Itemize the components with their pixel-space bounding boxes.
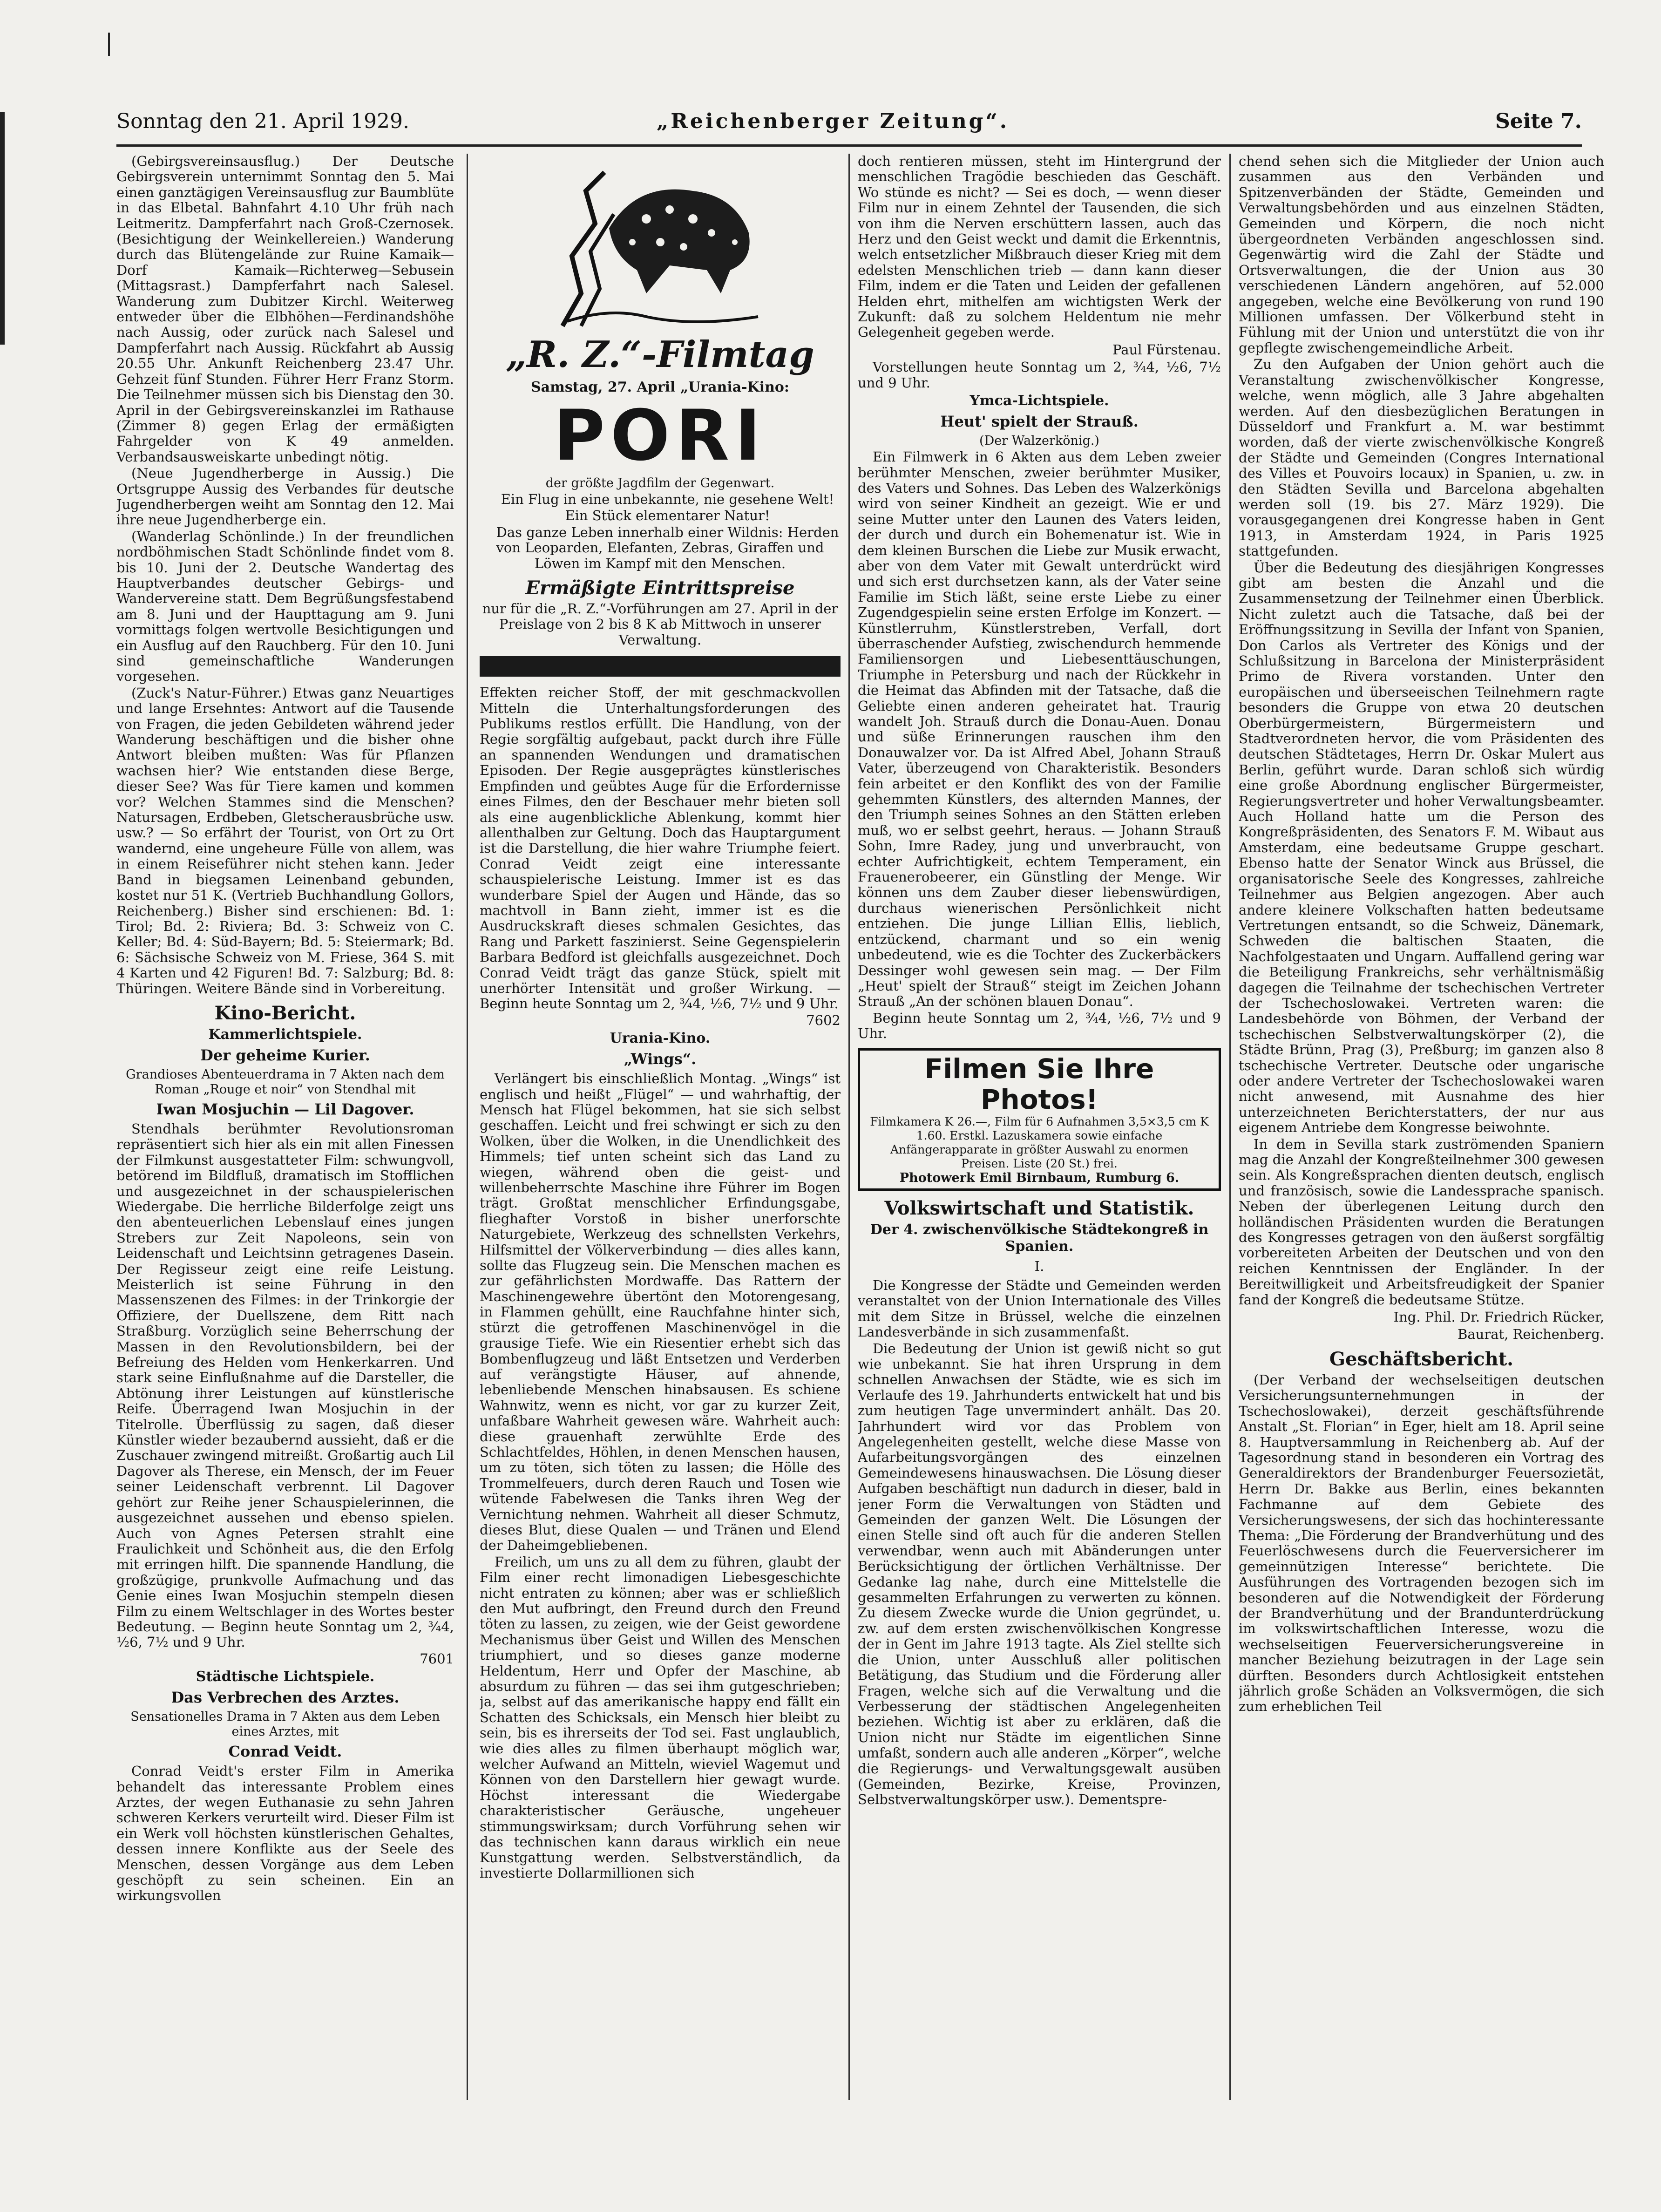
congress-para-2: Die Bedeutung der Union ist gewiß nicht so gut wie unbekannt. Sie hat ihren Ursprung in dem schnellen Anwachsen der Städte, wie es sich im Verlaufe des 19. Jahrhunderts entwickelt hat und bis zum heutigen Tage unvermindert anhält. Das 20. Jahrhundert wird vor das Problem von Angelegenheiten gestellt, welche diese Masse von Aufarbeitungsvorgängen des einzelnen Gemeindewesens hinauswachsen. Die Lösung dieser Aufgaben beschäftigt nun dadurch in dieser, bald in jener Form die Verwaltungen von Städten und Gemeinden der ganzen Welt. Die Lösungen der einen Stelle sind oft auch für die anderen Stellen verwendbar, wenn auch mit Abänderungen unter Berücksichtigung der örtlichen Verhältnisse. Der Gedanke lag nahe, durch eine Mittelstelle die gesammelten Erfahrungen zu verwerten zu können. Zu diesem Zwecke wurde die Union gegründet, u. zw. auf dem ersten zwischenvölkischen Kongresse der in Gent im Jahre 1913 tagte. Als Ziel stellte sich die Union, unter Ausschluß aller politischen Betätigung, das Studium und die Förderung aller Fragen, welche sich auf die Verwaltung und die Verbesserung der städtischen Angelegenheiten beziehen. Wichtig ist aber zu erklären, daß die Union nicht nur Städte im eigentlichen Sinne umfaßt, sondern auch alle anderen „Körper“, welche die Regierungs- und Verwaltungsgewalt ausüben (Gemeinden, Bezirke, Kreise, Provinzen, Selbstverwaltungskörper usw.). Dementspre- bbox=[858, 1340, 1221, 1808]
section-heading-business-report: Geschäftsbericht. bbox=[1329, 1348, 1514, 1370]
column-4 bbox=[1239, 154, 1604, 2100]
film-advertisement bbox=[480, 154, 841, 648]
cinema-name-ymca: Ymca-Lichtspiele. bbox=[969, 393, 1109, 409]
showtimes-strauss: Beginn heute Sonntag um 2, ¾4, ½6, 7½ und 9 Uhr. bbox=[858, 1010, 1221, 1042]
film-subtitle-strauss: (Der Walzerkönig.) bbox=[979, 434, 1099, 448]
film-title-wings: „Wings“. bbox=[624, 1050, 697, 1068]
congress-para-continued: chend sehen sich die Mitglieder der Union auch zusammen aus den Verbänden und Spitzenverbänden der Städte, Gemeinden und Verwaltungsbehörden und aus einzelnen Städten, Gemeinden und Körpern, die noch nicht übergeordneten Verbänden angeschlossen sind. Gegenwärtig wird die Zahl der Städte und Ortsverwaltungen, die der Union aus 30 verschiedenen Ländern angehören, auf 52.000 angegeben, welche eine Bevölkerung von rund 190 Millionen umfassen. Der Völkerbund steht in Fühlung mit der Union und unterstützt die von ihr gepflegte zwischengemeindliche Arbeit. bbox=[1239, 154, 1604, 356]
review-wings: Verlängert bis einschließlich Montag. „Wings“ ist englisch und heißt „Flügel“ — und wahrhaftig, der Mensch hat Flügel bekommen, hat sie sich selbst geschaffen. Leicht und frei schwingt er sich zu den Wolken, über die Wolken, in die Unendlichkeit des Himmels; tief unten scheint sich das Land zu wiegen, während oben die geist- und willenbeherrschte Maschine ihre Führer im Bogen trägt. Großtat menschlicher Erfindungsgabe, flieghafter Vorstoß in bisher unerforschte Naturgebiete, Werkzeug des schnellsten Verkehrs, Hilfsmittel der Völkerverbindung — dies alles kann, sollte das Flugzeug sein. Die Menschen machen es zur gefährlichsten Mordwaffe. Das Rattern der Maschinengewehre übertönt den Motorengesang, in Flammen gehüllt, eine Rauchfahne hinter sich, stürzt die getroffenen Maschinenvögel in die grausige Tiefe. Wie ein Riesentier erhebt sich das Bombenflugzeug und läßt Entsetzen und Verderben auf verängstigte Häuser, auf ahnende, lebenliebende Menschen hinabsausen. Es schiene Wahnwitz, wenn es nicht, vor gar zu kurzer Zeit, unfaßbare Wahrheit gewesen wäre. Wahrheit auch: diese grauenhaft zerwühlte Erde des Schlachtfeldes, Höhlen, in denen Menschen hausen, um zu töten, sich töten zu lassen; die Hölle des Trommelfeuers, durch deren Rauch und Tosen wie wütende Fabelwesen die Tanks ihren Weg der Vernichtung nehmen. Wahrheit all dieser Schmutz, dieses Blut, diese Qualen — und Tränen und Elend der Daheimgebliebenen. bbox=[480, 1071, 841, 1554]
binding-edge bbox=[0, 112, 5, 345]
section-heading-economy: Volkswirtschaft und Statistik. bbox=[884, 1197, 1194, 1219]
review-arzt: Conrad Veidt's erster Film in Amerika behandelt das interessante Problem eines Arztes, der wegen Euthanasie zu sehn Jahren schweren Kerkers verurteilt wird. Dieser Film ist ein Werk voll höchsten künstlerischen Gehaltes, dessen innere Konflikte aus der Seele des Menschen, dessen Vorgänge aus dem Leben geschöpft zu sein scheinen. Ein an wirkungsvollen bbox=[116, 1763, 454, 1904]
leopard-illustration bbox=[553, 154, 767, 331]
review-number: 7601 bbox=[420, 1650, 454, 1667]
business-report-text: (Der Verband der wechselseitigen deutschen Versicherungsunternehmungen in der Tschechoslowakei), derzeit geschäftsführende Anstalt „St. Florian“ in Eger, hielt am 18. April seine 8. Hauptversammlung in Reichenberg ab. Auf der Tagesordnung stand in besonderen ein Vortrag des Generaldirektors der Brandenburger Feuersozietät, Herrn Dr. Bakke aus Berlin, eines bekannten Fachmanne auf dem Gebiete des Versicherungswesens, der sich das hochinteressante Thema: „Die Förderung der Brandverhütung und des Feuerlöschwesens durch die Feuerversicherer im gemeinnützigen Interesse“ berichtete. Die Ausführungen des Vortragenden bezogen sich im besonderen auf die Notwendigkeit der Förderung der Brandverhütung und der Brandunterdrückung im volkswirtschaftlichen Interesse, wozu die wechselseitigen Feuerversicherungsvereine in mancher Beziehung beizutragen in der Lage sein dürften. Besonders durch Achtlosigkeit entstehen jährlich große Schäden an Volksvermögen, die sich zum erheblichen Teil bbox=[1239, 1371, 1604, 1715]
film-line-3: Das ganze Leben innerhalb einer Wildnis: Herden von Leoparden, Elefanten, Zebras, Giraffen und Löwen im Kampf mit den Menschen. bbox=[496, 524, 839, 571]
author-signature: Paul Fürstenau. bbox=[1112, 341, 1221, 358]
section-numeral: I. bbox=[1034, 1258, 1044, 1274]
article-naturfuehrer: (Zuck's Natur-Führer.) Etwas ganz Neuartiges und lange Ersehntes: Antwort auf die Tausende von Fragen, die jeden Gebildeten während jeder Wanderung beschäftigen und die bisher ohne Antwort bleiben mußten: Was für Pflanzen wachsen hier? Wie entstanden diese Berge, dieser See? Was für Tiere kamen und kommen vor? Welchen Stammes sind die Menschen? Natursagen, Erdbeben, Gletscherausbrüche usw. usw.? — So erfährt der Tourist, von Ort zu Ort wandernd, eine ungeheure Fülle von allem, was in einem Reiseführer nicht stehen kann. Jeder Band in biegsamen Leinenband gebunden, kostet nur 51 K. (Vertrieb Buchhandlung Gollors, Reichenberg.) Bisher sind erschienen: Bd. 1: Tirol; Bd. 2: Riviera; Bd. 3: Schweiz von C. Keller; Bd. 4: Süd-Bayern; Bd. 5: Steiermark; Bd. 6: Sächsische Schweiz von M. Friese, 364 S. mit 4 Karten und 42 Figuren! Bd. 7: Salzburg; Bd. 8: Thüringen. Weitere Bände sind in Vorbereitung. bbox=[116, 685, 454, 997]
reduced-prices-text: nur für die „R. Z.“-Vorführungen am 27. April in der Preislage von 2 bis 8 K ab Mittwoch in unserer Verwaltung. bbox=[482, 601, 838, 648]
film-name-pori: PORI bbox=[554, 395, 766, 476]
film-day-title: „R. Z.“-Filmtag bbox=[506, 333, 814, 376]
author-title: Baurat, Reichenberg. bbox=[1458, 1326, 1604, 1343]
film-subtitle-arzt: Sensationelles Drama in 7 Akten aus dem Leben eines Arztes, mit bbox=[130, 1710, 440, 1739]
film-line-1: Ein Flug in eine unbekannte, nie gesehene Welt! bbox=[501, 491, 834, 507]
congress-para-5: In dem in Sevilla stark zuströmenden Spaniern mag die Anzahl der Kongreßteilnehmer 300 gewesen sein. Als Kongreßsprachen dienten deutsch, englisch und französisch, sowie die Landessprache spanisch. Neben der überlegenen Leitung durch den holländischen Präsidenten wurden die Beratungen des Kongresses getragen von den äußerst sorgfältig vorbereiteten Arbeiten der Deutschen und von den reichen Kenntnissen der Engländer. In der Bereitwilligkeit und Arbeitsfreudigkeit der Spanier fand der Kongreß die bedeutsame Stütze. bbox=[1239, 1136, 1604, 1308]
congress-para-3: Zu den Aufgaben der Union gehört auch die Veranstaltung zwischenvölkischer Kongresse, welche, wenn möglich, alle 3 Jahre abgehalten werden. Auf den diesbezüglichen Beratungen in Düsseldorf und Frankfurt a. M. war bestimmt worden, daß der vierte zwischenvölkische Kongreß der Städte und Gemeinden (Congres International des Villes et Pouvoirs locaux) in Spanien, u. zw. in den Städten Sevilla und Barcelona abgehalten werden soll (19. bis 27. März 1929). Die vorausgegangenen drei Kongresse haben in Gent 1913, in Amsterdam 1924, in Paris 1925 stattgefunden. bbox=[1239, 356, 1604, 559]
author-signature: Ing. Phil. Dr. Friedrich Rücker, bbox=[1393, 1309, 1604, 1325]
congress-para-4: Über die Bedeutung des diesjährigen Kongresses gibt am besten die Anzahl und die Zusammensetzung der Teilnehmer einen Überblick. Nicht zuletzt auch die Tatsache, daß bei der Eröffnungssitzung in Sevilla der Infant von Spanien, Don Carlos als Vertreter des Königs und der Schlußsitzung in Barcelona der Ministerpräsident Primo de Rivera vorstanden. Unter den europäischen und überseeischen Teilnehmern ragte besonders die Gruppe von etwa 20 deutschen Oberbürgermeistern, Bürgermeistern und Stadtverordneten hervor, die vom Präsidenten des deutschen Städtetages, Herrn Dr. Oskar Mulert aus Berlin, geführt wurde. Daran schloß sich würdig eine große Abordnung englischer Bürgermeister, Regierungsvertreter und hoher Verwaltungsbeamter. Auch Holland hatte um die Person des Kongreßpräsidenten, des Senators F. M. Wibaut aus Amsterdam, eine bedeutsame Gruppe geschart. Ebenso hatte der Senator Winck aus Brüssel, die organisatorische Seele des Kongresses, zahlreiche Teilnehmer aus Belgien angezogen. Aber auch andere kleinere Volkschaften hatten bedeutsame Vertretungen entsandt, so die Schweiz, Dänemark, Schweden die baltischen Staaten, die Nachfolgestaaten und Ungarn. Auffallend gering war die Beteiligung Frankreichs, sehr verhältnismäßig dagegen die Teilnahme der tschechischen Vertreter der Tschechoslowakei. Vertreten waren: die Landesbehörde von Böhmen, der Verband der tschechischen Selbstverwaltungskörper (2), die Städte Brünn, Prag (3), Preßburg; im ganzen also 8 tschechische Vertreter. Deutsche oder ungarische oder andere Vertreter der Tschechoslowakei waren nicht anwesend, mit Ausnahme des hier unterzeichneten Berichterstatters, der nur aus eigenem Antriebe dem Kongresse beiwohnte. bbox=[1239, 559, 1604, 1136]
photo-ad-firm: Photowerk Emil Birnbaum, Rumburg 6. bbox=[899, 1170, 1180, 1185]
review-strauss: Ein Filmwerk in 6 Akten aus dem Leben zweier berühmter Menschen, zweier berühmter Musiker, des Vaters und Sohnes. Das Leben des Walzerkönigs wird von seiner Kindheit an gezeigt. Wie er und seine Mutter unter den Launen des Vaters leiden, der durch und durch ein Bohemenatur ist. Wie in dem kleinen Burschen die Liebe zur Musik erwacht, aber von dem Vater mit Gewalt unterdrückt wird und sich erst durchsetzen kann, als der Vater seine Familie im Stich läßt, seine erste Liebe zu einer Zugendgespielin seine ersten Erfolge im Konzert. — Künstlerruhm, Künstlerstreben, Verfall, dort überraschender Aufstieg, zwischendurch hemmende Familiensorgen und Liebesenttäuschungen, Triumphe in Petersburg und nach der Rückkehr in die Heimat das Abfinden mit der Tatsache, daß die Geliebte einen anderen geheiratet hat. Traurig wandelt Joh. Strauß durch die Donau-Auen. Donau und süße Erinnerungen rauschen ihm den Donauwalzer vor. Da ist Alfred Abel, Johann Strauß Vater, überzeugend von Charakteristik. Besonders fein arbeitet er den Konflikt des von der Familie gehemmten Künstlers, des alternden Mannes, der den Triumph seines Sohnes an den Stätten erleben muß, wo er selbst geehrt, heraus. — Johann Strauß Sohn, Imre Radey, jung und unverbraucht, von echter Aufrichtigkeit, echtem Temperament, ein Frauenerobeerer, ein Günstling der Menge. Wir können uns dem Zauber dieser liebenswürdigen, durchaus wienerischen Persönlichkeit nicht entziehen. Die junge Lillian Ellis, lieblich, entzückend, charmant und so ein wenig unbedeutend, wie es die Tochter des Zuckerbäckers Dessinger wohl gewesen sein mag. — Der Film „Heut' spielt der Strauß“ steigt im Zeichen Johann Strauß „An der schönen blauen Donau“. bbox=[858, 449, 1221, 1010]
film-description: der größte Jagdfilm der Gegenwart. bbox=[545, 476, 775, 490]
photo-ad-details: Filmkamera K 26.—, Film für 6 Aufnahmen 3,5×3,5 cm K 1.60. Erstkl. Lazuskamera sowie einfache Anfängerapparate in größter Auswahl zu enormen Preisen. Liste (20 St.) frei. bbox=[870, 1114, 1209, 1170]
review-wings-continued: doch rentieren müssen, steht im Hintergrund der menschlichen Tragödie beschieden das Geschäft. Wo stünde es nicht? — Sei es doch, — wenn dieser Film nur in einem Zehntel der Tausenden, die sich von ihm die Nerven erschüttern lassen, auch das Herz und den Geist weckt und damit die Erkenntnis, welch entsetzlicher Mißbrauch dieser Krieg mit dem edelsten Menschlichen trieb — dann kann dieser Film, indem er die Taten und Leiden der gefallenen Helden ehrt, mithelfen am wichtigsten Werk der Zukunft: daß zu solchem Heldentum nie mehr Gelegenheit gegeben werde. bbox=[858, 154, 1221, 340]
review-number: 7602 bbox=[806, 1012, 841, 1028]
header-paper-name: „Reichenberger Zeitung“. bbox=[657, 109, 1010, 133]
review-arzt-continued: Effekten reicher Stoff, der mit geschmackvollen Mitteln die Unterhaltungsforderungen des Publikums restlos erfüllt. Die Handlung, von der Regie sorgfältig aufgebaut, packt durch ihre Fülle an spannenden Wendungen und dramatischen Episoden. Der Regie ausgeprägtes künstlerisches Empfinden und geübtes Auge für die Erfordernisse eines Filmes, den der Beschauer mehr bieten soll als eine augenblickliche Ablenkung, kommt hier allenthalben zur Geltung. Doch das Hauptargument ist die Darstellung, die hier wahre Triumphe feiert. Conrad Veidt zeigt eine interessante schauspielerische Leistung. Immer ist es das wunderbare Spiel der Augen und Hände, das so machtvoll in Bann zieht, immer ist es die Ausdruckskraft dieses schmalen Gesichtes, das Rang und Parkett faszinierst. Seine Gegenspielerin Barbara Bedford ist gleichfalls ausgezeichnet. Doch Conrad Veidt trägt das ganze Stück, spielt mit unerhörter Intensität und großer Wirkung. — Beginn heute Sonntag um 2, ¾4, ½6, 7½ und 9 Uhr. bbox=[480, 685, 841, 1012]
film-stars-kurier: Iwan Mosjuchin — Lil Dagover. bbox=[156, 1100, 414, 1118]
column-2 bbox=[480, 154, 841, 2100]
margin-mark bbox=[108, 33, 110, 56]
column-1 bbox=[116, 154, 454, 2100]
article-wandertag: (Wanderlag Schönlinde.) In der freundlichen nordböhmischen Stadt Schönlinde findet vom 8. bis 10. Juni der 2. Deutsche Wandertag des Hauptverbandes deutscher Gebirgs- und Wandervereine statt. Dem Begrüßungsfestabend am 8. Juni und der Haupttagung am 9. Juni vormittags folgen wertvolle Besichtigungen und ein Ausflug auf den Rauchberg. Für den 10. Juni sind gemeinschaftliche Wanderungen vorgesehen. bbox=[116, 528, 454, 685]
page-header bbox=[116, 105, 1582, 137]
photo-ad-headline: Filmen Sie Ihre Photos! bbox=[924, 1052, 1154, 1115]
cinema-name-staedtisch: Städtische Lichtspiele. bbox=[196, 1669, 375, 1685]
film-line-2: Ein Stück elementarer Natur! bbox=[565, 508, 770, 524]
article-title-congress: Der 4. zwischenvölkische Städtekongreß in Spanien. bbox=[870, 1221, 1209, 1255]
review-kurier: Stendhals berühmter Revolutionsroman repräsentiert sich hier als ein mit allen Finessen der Filmkunst ausgestatteter Film: schwungvoll, betörend im Bildfluß, dramatisch im Stofflichen und ausgezeichnet in der schauspielerischen Wiedergabe. Die herrliche Bilderfolge zeigt uns den abenteuerlichen Lebenslauf eines jungen Strebers zur Zeit Napoleons, sein von Leidenschaft und Leichtsinn getragenes Dasein. Der Regisseur zeigt eine reife Leistung. Meisterlich ist seine Führung in den Massenszenen des Filmes: in der Trinkorgie der Offiziere, der Duellszene, dem Ritt nach Straßburg. Vorzüglich seine Beherrschung der Massen in den Revolutionsbildern, bei der Befreiung des Helden vom Henkerkarren. Und stark seine Einflußnahme auf die Darsteller, die Abtönung ihrer Leistungen auf künstlerische Reife. Überragend Iwan Mosjuchin in der Titelrolle. Überflüssig zu sagen, daß dieser Künstler wieder bezaubernd aussieht, daß er die Zuschauer zwingend mitreißt. Großartig auch Lil Dagover als Therese, ein Mensch, der im Feuer seiner Leidenschaft verbrennt. Lil Dagover gehört zur Reihe jener Schauspielerinnen, die ausgezeichnet aussehen und ebenso spielen. Auch von Agnes Petersen strahlt eine Fraulichkeit und Schönheit aus, die den Erfolg mit erringen hilft. Die spannende Handlung, die großzügige, prunkvolle Aufmachung und das Genie eines Iwan Mosjuchin stempeln diesen Film zu einem Weltschlager in des Wortes bester Bedeutung. — Beginn heute Sonntag um 2, ¾4, ½6, 7½ und 9 Uhr. bbox=[116, 1120, 454, 1650]
photo-advertisement bbox=[858, 1048, 1221, 1191]
film-title-arzt: Das Verbrechen des Arztes. bbox=[171, 1689, 400, 1707]
column-divider bbox=[1229, 154, 1231, 2100]
section-heading-kino: Kino-Bericht. bbox=[214, 1002, 356, 1024]
cinema-name-kammer: Kammerlichtspiele. bbox=[208, 1026, 362, 1043]
review-wings-2: Freilich, um uns zu all dem zu führen, glaubt der Film einer recht limonadigen Liebesgeschichte nicht entraten zu können; aber was er schließlich den Mut aufbringt, den Freund durch den Freund töten zu lassen, zu zeigen, wie der Geist gewordene Mechanismus über Geist und Willen des Menschen triumphiert, und so dieses ganze moderne Heldentum, Herr und Opfer der Maschine, ab absurdum zu führen — das sei ihm gutgeschrieben; ja, selbst auf das amerikanische happy end fällt ein Schatten des Schicksals, ein Mensch hier bleibt zu sein, bis es ihrerseits der Tod sei. Fast unglaublich, wie dies alles zu filmen überhaupt möglich war, welcher Aufwand an Mitteln, wieviel Wagemut und Können von den Darstellern hier gewagt wurde. Höchst interessant die Wiedergabe charakteristischer Geräusche, ungeheuer stimmungswirksam; durch Vorführung sehen wir das technischen kann daraus wirklich ein neue Kunstgattung werden. Selbstverständlich, da investierte Dollarmillionen sich bbox=[480, 1554, 841, 1881]
header-rule bbox=[116, 144, 1582, 147]
article-jugendherberge: (Neue Jugendherberge in Aussig.) Die Ortsgruppe Aussig des Verbandes für deutsche Jugendherbergen weiht am Sonntag den 12. Mai ihre neue Jugendherberge ein. bbox=[116, 465, 454, 528]
column-3 bbox=[858, 154, 1221, 2100]
article-gebirgsverein: (Gebirgsvereinsausflug.) Der Deutsche Gebirgsverein unternimmt Sonntag den 5. Mai einen ganztägigen Vereinsausflug zur Baumblüte in das Elbetal. Bahnfahrt 4.10 Uhr früh nach Leitmeritz. Dampferfahrt nach Groß-Czernosek. (Besichtigung der Weinkellereien.) Wanderung durch das Blütengelände zur Ruine Kamaik—Dorf Kamaik—Richterweg—Sebusein (Mittagsrast.) Dampferfahrt nach Salesel. Wanderung zum Dubitzer Kirchl. Weiterweg entweder über die Elbhöhen—Ferdinandshöhe nach Aussig, oder zurück nach Salesel und Dampferfahrt nach Aussig. Rückfahrt ab Aussig 20.55 Uhr. Ankunft Reichenberg 23.47 Uhr. Gehzeit fünf Stunden. Führer Herr Franz Storm. Die Teilnehmer müssen sich bis Dienstag den 30. April in der Gebirgsvereinskanzlei im Rathause (Zimmer 8) gegen Erlag der ermäßigten Fahrgelder von K 49 anmelden. Verbandsausweiskarte unbedingt nötig. bbox=[116, 154, 454, 465]
film-title-kurier: Der geheime Kurier. bbox=[200, 1046, 370, 1064]
congress-para-1: Die Kongresse der Städte und Gemeinden werden veranstaltet von der Union Internationale des Villes mit dem Sitze in Brüssel, welche die einzelnen Landesverbände in sich zusammenfaßt. bbox=[858, 1277, 1221, 1340]
film-subtitle-kurier: Grandioses Abenteuerdrama in 7 Akten nach dem Roman „Rouge et noir“ von Stendhal mit bbox=[126, 1067, 445, 1097]
column-divider bbox=[848, 154, 850, 2100]
cinema-name-urania: Urania-Kino. bbox=[610, 1030, 711, 1047]
film-title-strauss: Heut' spielt der Strauß. bbox=[940, 413, 1139, 431]
showtimes-wings: Vorstellungen heute Sonntag um 2, ¾4, ½6, 7½ und 9 Uhr. bbox=[858, 359, 1221, 391]
column-divider bbox=[467, 154, 468, 2100]
black-separator-bar bbox=[480, 656, 841, 677]
header-date: Sonntag den 21. April 1929. bbox=[116, 109, 409, 133]
film-star-arzt: Conrad Veidt. bbox=[228, 1743, 342, 1761]
film-day-date: Samstag, 27. April „Urania-Kino: bbox=[531, 379, 789, 395]
reduced-prices-heading: Ermäßigte Eintrittspreise bbox=[525, 577, 795, 599]
header-page-number: Seite 7. bbox=[1495, 109, 1582, 133]
